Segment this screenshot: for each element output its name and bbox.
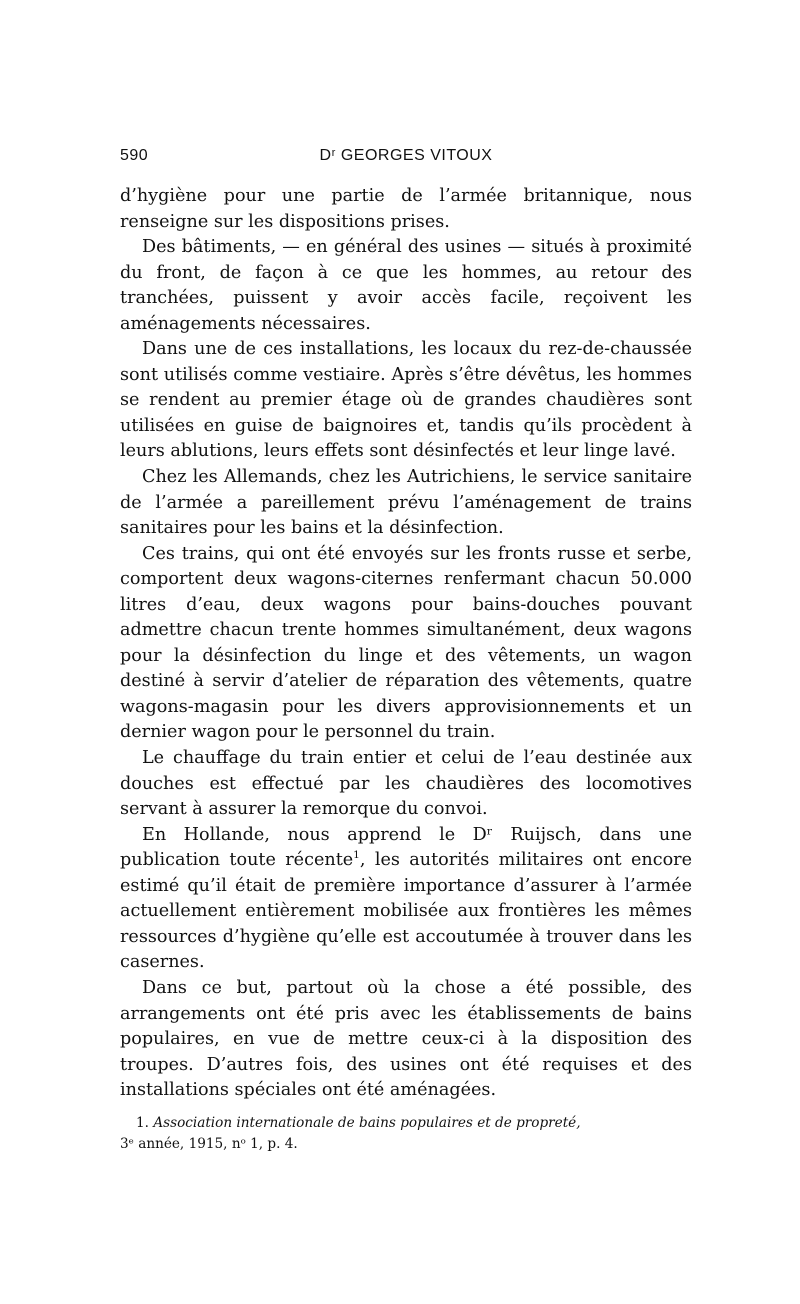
paragraph-continued: d’hygiène pour une partie de l’armée britannique, nous renseigne sur les dispositions prises. [120,186,692,232]
page-number: 590 [120,147,149,164]
footnote-reference: 1 [353,849,360,862]
footnote [120,1113,692,1155]
paragraph-arrangements: Dans ce but, partout où la chose a été possible, des arrangements ont été pris avec les établissements de bains populaires, en vue de mettre ceux-ci à la disposition des troupes. D’autres fois, des usines ont été requises et des installations spéciales ont été aménagées. [120,977,692,1101]
holland-text-after: , les autorités militaires ont encore estimé qu’il était de première importance d’assurer à l’armée actuellement entièrement mobilisée aux frontières les mêmes ressources d’hygiène qu’elle est accoutumée à trouver dans les casernes. [120,850,692,973]
holland-text-before: En Hollande, nous apprend le Dʳ Ruijsch, dans une publication toute récente [120,824,692,871]
body-text [120,184,692,1104]
paragraph-installations: Dans une de ces installations, les locaux du rez-de-chaussée sont utilisés comme vestiaire. Après s’être dévêtus, les hommes se rendent au premier étage où de grandes chaudières sont utilisées en guise de baignoires et, tandis qu’ils procèdent à leurs ablutions, leurs effets sont désinfectés et leur linge lavé. [120,339,692,462]
footnote-number: 1. [136,1115,149,1131]
paragraph-germans: Chez les Allemands, chez les Autrichiens, le service sanitaire de l’armée a pareillement prévu l’aménagement de trains sanitaires pour les bains et la désinfection. [120,467,692,539]
paragraph-heating: Le chauffage du train entier et celui de l’eau destinée aux douches est effectué par les chaudières des locomotives servant à assurer la remorque du convoi. [120,748,692,820]
paragraph-holland [120,823,692,976]
paragraph-trains: Ces trains, qui ont été envoyés sur les fronts russe et serbe, comportent deux wagons-citernes renfermant chacun 50.000 litres d’eau, deux wagons pour bains-douches pouvant admettre chacun trente hommes simultanément, deux wagons pour la désinfection du linge et des vêtements, un wagon destiné à servir d’atelier de réparation des vêtements, quatre wagons-magasin pour les divers approvisionnements et un dernier wagon pour le personnel du train. [120,543,692,743]
running-head: Dʳ GEORGES VITOUX [319,147,493,164]
footnote-details: 3ᵉ année, 1915, nᵒ 1, p. 4. [120,1136,298,1152]
paragraph-buildings: Des bâtiments, — en général des usines — situés à proximité du front, de façon à ce que les hommes, au retour des tranchées, puissent y avoir accès facile, reçoivent les aménagements nécessaires. [120,237,692,334]
page-header [120,147,692,171]
footnote-title: Association internationale de bains populaires et de propreté, [153,1115,581,1131]
